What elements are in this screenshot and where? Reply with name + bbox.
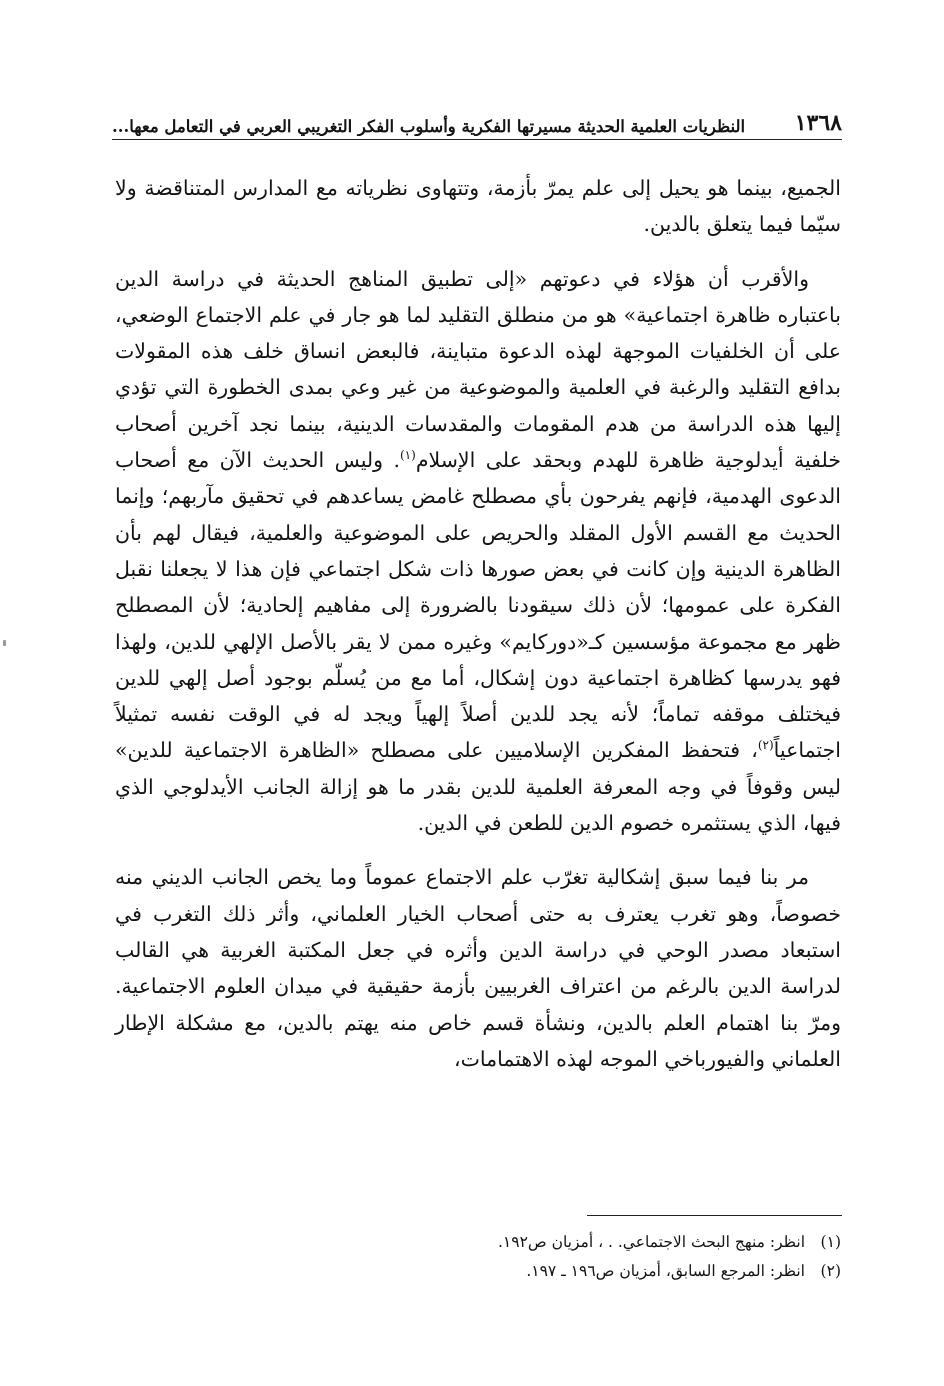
paragraph-text: والأقرب أن هؤلاء في دعوتهم «إلى تطبيق المناهج الحديثة في دراسة الدين باعتباره ظاهرة اجتماعية» هو من منطلق التقليد لما هو جار في علم الاجتماع الوضعي، على أن الخلفيات الموجهة لهذه الدعوة متباينة، فالبعض انساق خلف هذه المقولات بدافع التقليد والرغبة في العلمية والموضوعية من غير وعي بمدى الخطورة التي تؤدي إليها هذه الدراسة من هدم المقومات والمقدسات الدينية، بينما نجد آخرين أصحاب خلفية أيدلوجية ظاهرة للهدم وبحقد على الإسلام	[115, 266, 841, 473]
footnote-ref-1[interactable]: (١)	[399, 448, 416, 463]
footnote-ref-2[interactable]: (٢)	[757, 738, 774, 753]
paragraph-text: مر بنا فيما سبق إشكالية تغرّب علم الاجتماع عموماً وما يخص الجانب الديني منه خصوصاً، وهو تغرب يعترف به حتى أصحاب الخيار العلماني، وأثر ذلك التغرب في استبعاد مصدر الوحي في دراسة الدين وأثره في جعل المكتبة الغربية هي القالب لدراسة الدين بالرغم من اعتراف الغربيين بأزمة حقيقية في ميدان العلوم الاجتماعية. ومرّ بنا اهتمام العلم بالدين، ونشأة قسم خاص منه يهتم بالدين، مع مشكلة الإطار العلماني والفيورباخي الموجه لهذه الاهتمامات،	[115, 865, 841, 1071]
footnote-number: (٢)	[820, 1262, 841, 1280]
footnote-text: انظر: المرجع السابق، أمزيان ص١٩٦ ـ ١٩٧.	[526, 1262, 805, 1280]
body-text	[115, 170, 841, 1077]
footnote-1	[141, 1228, 841, 1257]
paragraph-text: ، فتحفظ المفكرين الإسلاميين على مصطلح «الظاهرة الاجتماعية للدين» ليس وقوفاً في وجه المعرفة العلمية للدين بقدر ما هو إزالة الجانب الأيدلوجي الذي فيها، الذي يستثمره خصوم الدين للطعن في الدين.	[115, 738, 841, 836]
header-rule	[112, 139, 842, 140]
footnotes	[141, 1228, 841, 1286]
page-header	[112, 100, 842, 136]
footnote-number: (١)	[820, 1233, 841, 1251]
paragraph-3	[115, 859, 841, 1077]
footnote-separator	[587, 1215, 842, 1216]
footnote-text: انظر: منهج البحث الاجتماعي. . ، أمزيان ص١٩٢.	[497, 1233, 805, 1251]
footnote-2	[141, 1257, 841, 1286]
running-title: النظريات العلمية الحديثة مسيرتها الفكرية وأسلوب الفكر التغريبي العربي في التعامل معها...	[112, 117, 746, 136]
scan-margin-mark	[3, 640, 6, 646]
paragraph-text: . وليس الحديث الآن مع أصحاب الدعوى الهدمية، فإنهم يفرحون بأي مصطلح غامض يساعدهم في تحقيق مآربهم؛ وإنما الحديث مع القسم الأول المقلد والحريص على الموضوعية والعلمية، فيقال لهم بأن الظاهرة الدينية وإن كانت في بعض صورها ذات شكل اجتماعي فإن هذا لا يجعلنا نقبل الفكرة على عمومها؛ لأن ذلك سيقودنا بالضرورة إلى مفاهيم إلحادية؛ لأن المصطلح ظهر مع مجموعة مؤسسين كـ«دوركايم» وغيره ممن لا يقر بالأصل الإلهي للدين، ولهذا فهو يدرسها كظاهرة اجتماعية دون إشكال، أما مع من يُسلّم بوجود أصل إلهي للدين فيختلف موقفه تماماً؛ لأنه يجد للدين أصلاً إلهياً ويجد له في الوقت نفسه تمثيلاً اجتماعياً	[115, 448, 841, 763]
paragraph-text: الجميع، بينما هو يحيل إلى علم يمرّ بأزمة، وتتهاوى نظرياته مع المدارس المتناقضة ولا سيّما فيما يتعلق بالدين.	[115, 176, 841, 237]
paragraph-1	[115, 170, 841, 243]
paragraph-2	[115, 261, 841, 842]
page-number: ١٣٦٨	[794, 110, 842, 136]
